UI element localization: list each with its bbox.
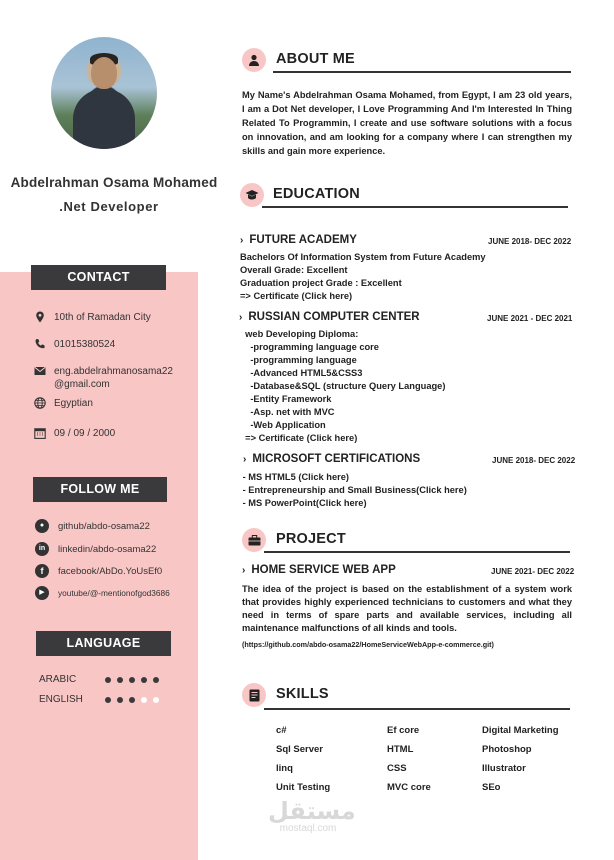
about-text: My Name's Abdelrahman Osama Mohamed, from Egypt, I am 23 old years, I am a Dot Net developer, I Love Programming And I'm Interested In Thing Related To Programmin, I create and use software solutions with a focus on innovation, and am looking for a company where I can strengthen my skills and gain more experience. xyxy=(242,90,572,156)
education-entry-details: Bachelors Of Information System from Future Academy Overall Grade: Excellent Graduation project Grade : Excellent => Certificate (Click here) xyxy=(240,252,486,301)
contact-email-text: eng.abdelrahmanosama22 @gmail.com xyxy=(54,366,173,390)
rating-dot xyxy=(105,697,111,703)
education-heading: EDUCATION xyxy=(273,186,360,202)
skill-item: Photoshop xyxy=(482,744,532,755)
rating-dot xyxy=(129,697,135,703)
phone-icon xyxy=(34,338,46,350)
linkedin-icon: in xyxy=(35,542,49,556)
skill-item: linq xyxy=(276,763,293,774)
rating-dot xyxy=(117,697,123,703)
facebook-icon: f xyxy=(35,564,49,578)
rating-dot xyxy=(141,697,147,703)
contact-location-text: 10th of Ramadan City xyxy=(54,312,151,323)
education-entry-date: JUNE 2018- DEC 2022 xyxy=(492,456,576,465)
contact-phone-text: 01015380524 xyxy=(54,339,116,350)
contact-nationality xyxy=(34,397,93,410)
rating-dot xyxy=(141,677,147,683)
skills-heading: SKILLS xyxy=(276,686,329,702)
follow-linkedin[interactable] xyxy=(35,542,156,556)
follow-youtube-text[interactable]: youtube/@-mentionofgod3686 xyxy=(58,588,170,598)
follow-github-text[interactable]: github/abdo-osama22 xyxy=(58,520,150,532)
project-heading: PROJECT xyxy=(276,531,346,547)
watermark xyxy=(268,798,356,834)
contact-location xyxy=(34,311,151,324)
about-divider xyxy=(273,71,571,73)
language-heading: LANGUAGE xyxy=(36,631,171,656)
skill-item: Ef core xyxy=(387,725,420,736)
language-arabic-rating xyxy=(105,677,159,683)
language-english-label: ENGLISH xyxy=(39,694,83,705)
contact-heading: CONTACT xyxy=(31,265,166,290)
rating-dot xyxy=(129,677,135,683)
profile-photo xyxy=(51,37,157,149)
skill-item: HTML xyxy=(387,744,414,755)
education-entry-details: web Developing Diploma: -programming language core -programming language -Advanced HTML5&CSS3 -Database&SQL (structure Query Language) -Entity Framework -Asp. net with MVC -Web Application => Certificate (Click here) xyxy=(245,329,446,443)
skills-section-icon xyxy=(242,683,266,707)
rating-dot xyxy=(153,677,159,683)
education-entry-date: JUNE 2021 - DEC 2021 xyxy=(487,314,573,323)
skill-item: c# xyxy=(276,725,287,736)
skill-item: Sql Server xyxy=(276,744,323,755)
project-divider xyxy=(264,551,570,553)
rating-dot xyxy=(117,677,123,683)
education-entry-title: › FUTURE ACADEMY xyxy=(240,234,357,246)
education-section-icon xyxy=(240,183,264,207)
location-icon xyxy=(34,311,46,323)
education-entry-title: › RUSSIAN COMPUTER CENTER xyxy=(239,311,420,323)
language-english-rating xyxy=(105,697,159,703)
project-section-icon xyxy=(242,528,266,552)
profile-name: Abdelrahman Osama Mohamed xyxy=(10,175,218,190)
briefcase-icon xyxy=(248,535,261,546)
contact-birthdate xyxy=(34,427,115,440)
language-english xyxy=(39,694,159,705)
skill-item: SEo xyxy=(482,782,501,793)
skill-item: Digital Marketing xyxy=(482,725,559,736)
follow-linkedin-text[interactable]: linkedin/abdo-osama22 xyxy=(58,543,157,555)
project-description: The idea of the project is based on the establishment of a system work that provides highly experienced technicians to customers and what they need in terms of spare parts and available services, including all maintenance malfunctions of all kinds and tools. xyxy=(242,584,572,633)
mail-icon xyxy=(34,365,46,377)
language-arabic xyxy=(39,674,159,685)
skill-item: CSS xyxy=(387,763,407,774)
about-section-icon xyxy=(242,48,266,72)
graduation-cap-icon xyxy=(245,189,259,201)
watermark-arabic: مستقل xyxy=(268,798,356,825)
contact-phone xyxy=(34,338,115,351)
education-divider xyxy=(262,206,568,208)
skill-item: Illustrator xyxy=(482,763,526,774)
project-title: › HOME SERVICE WEB APP xyxy=(242,564,396,576)
follow-youtube[interactable] xyxy=(35,586,170,600)
calendar-icon xyxy=(34,427,46,439)
about-heading: ABOUT ME xyxy=(276,51,355,67)
education-entry-details: - MS HTML5 (Click here) - Entrepreneurship and Small Business(Click here) - MS PowerPoint(Click here) xyxy=(242,472,467,508)
follow-facebook[interactable] xyxy=(35,564,162,578)
contact-email xyxy=(34,365,173,391)
skill-item: MVC core xyxy=(387,782,431,793)
user-icon xyxy=(248,54,260,66)
youtube-icon: ▶ xyxy=(35,586,49,600)
rating-dot xyxy=(153,697,159,703)
watermark-latin: mostaql.com xyxy=(279,823,337,834)
follow-heading: FOLLOW ME xyxy=(33,477,167,502)
project-link[interactable]: (https://github.com/abdo-osama22/HomeServiceWebApp-e-commerce.git) xyxy=(242,640,494,649)
profile-role: .Net Developer xyxy=(59,199,159,214)
contact-nationality-text: Egyptian xyxy=(54,398,93,409)
rating-dot xyxy=(105,677,111,683)
project-date: JUNE 2021- DEC 2022 xyxy=(491,567,575,576)
skills-divider xyxy=(264,708,570,710)
globe-icon xyxy=(34,397,46,409)
education-entry-date: JUNE 2018- DEC 2022 xyxy=(488,237,572,246)
skill-item: Unit Testing xyxy=(276,782,331,793)
follow-github[interactable] xyxy=(35,519,150,533)
github-icon: ● xyxy=(35,519,49,533)
follow-facebook-text[interactable]: facebook/AbDo.YoUsEf0 xyxy=(58,565,163,577)
list-icon xyxy=(249,689,260,702)
language-arabic-label: ARABIC xyxy=(39,674,77,685)
contact-birthdate-text: 09 / 09 / 2000 xyxy=(54,428,116,439)
education-entry-title: › MICROSOFT CERTIFICATIONS xyxy=(243,453,421,465)
